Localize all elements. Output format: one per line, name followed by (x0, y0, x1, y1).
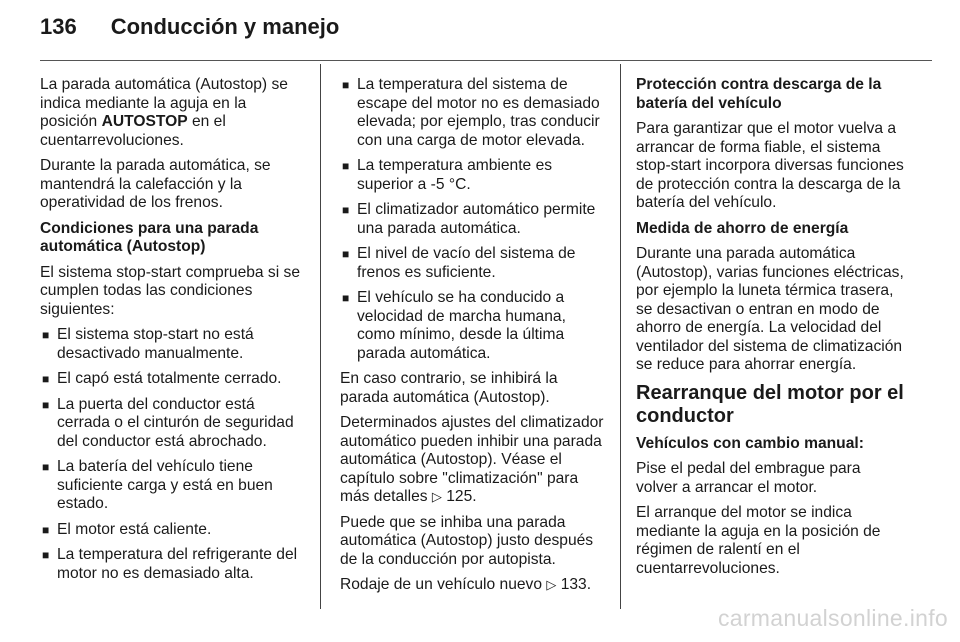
autostop-label: AUTOSTOP (101, 113, 188, 130)
watermark: carmanualsonline.info (717, 605, 948, 631)
autostop-indication-paragraph: La parada automática (Autostop) se indica mediante la aguja en la posición AUTOSTOP en el cuentarrevoluciones. (40, 76, 288, 149)
column-3 (636, 76, 904, 585)
list-item: ■ El motor está caliente. (42, 520, 212, 538)
bullet-icon: ■ (42, 522, 50, 537)
restart-heading: Rearranque del motor por el conductor (636, 381, 904, 427)
conditions-heading: Condiciones para una parada automática (Autostop) (40, 219, 259, 255)
bullet-icon: ■ (342, 291, 350, 305)
break-in-paragraph: Rodaje de un vehículo nuevo ▷ 133. (340, 576, 592, 593)
conditions-list-continued (340, 76, 604, 363)
bullet-icon: ■ (42, 328, 50, 342)
header-rule (40, 60, 932, 61)
conditions-intro: El sistema stop-start comprueba si se cumplen todas las condiciones siguientes: (40, 263, 300, 318)
list-item: ■ El climatizador automático permite una parada automática. (342, 201, 596, 237)
clutch-paragraph: Pise el pedal del embrague para volver a arrancar el motor. (636, 460, 861, 496)
bullet-icon: ■ (42, 397, 50, 412)
highway-paragraph: Puede que se inhiba una parada automática (Autostop) justo después de la conducción por autopista. (340, 513, 594, 568)
heating-paragraph: Durante la parada automática, se mantendrá la calefacción y la operatividad de los frenos. (40, 157, 271, 211)
chapter-title: Conducción y manejo (110, 14, 340, 39)
manual-transmission-heading: Vehículos con cambio manual: (636, 434, 864, 452)
bullet-icon: ■ (42, 460, 50, 474)
page-reference-link[interactable]: 133. (560, 576, 592, 593)
bullet-icon: ■ (342, 247, 350, 261)
column-2 (340, 76, 604, 602)
page-header (40, 14, 339, 54)
restart-indication-paragraph: El arranque del motor se indica mediante la aguja en la posición de régimen de ralentí en el cuentarrevoluciones. (636, 504, 881, 577)
bullet-icon: ■ (342, 203, 350, 217)
conditions-list (40, 326, 304, 583)
bullet-icon: ■ (42, 372, 50, 386)
energy-saving-paragraph: Durante una parada automática (Autostop), varias funciones eléctricas, por ejemplo la luneta térmica trasera, se desactivan o entran en modo de ahorro de energía. La velocidad del ventilador del sistema de climatización se reduce para ahorrar energía. (636, 245, 904, 373)
list-item: ■ La temperatura del sistema de escape del motor no es demasiado elevada; por ejemplo, tras conducir con una carga de motor elevada. (342, 76, 600, 149)
page-reference-icon: ▷ (431, 489, 442, 504)
list-item: ■ La batería del vehículo tiene suficiente carga y está en buen estado. (42, 458, 273, 512)
list-item: ■ La puerta del conductor está cerrada o el cinturón de seguridad del conductor está abrochado. (42, 395, 294, 450)
list-item: ■ La temperatura ambiente es superior a -5 °C. (342, 157, 553, 193)
page-reference-link[interactable]: 125. (446, 488, 477, 505)
list-item: ■ El vehículo se ha conducido a velocidad de marcha humana, como mínimo, desde la última parada automática. (342, 289, 566, 362)
energy-saving-heading: Medida de ahorro de energía (636, 219, 849, 237)
list-item: ■ El sistema stop-start no está desactivado manualmente. (42, 326, 254, 362)
page-number: 136 (40, 14, 77, 39)
list-item: ■ El nivel de vacío del sistema de frenos es suficiente. (342, 245, 576, 281)
page-reference-icon: ▷ (546, 577, 557, 592)
inhibit-paragraph: En caso contrario, se inhibirá la parada automática (Autostop). (340, 370, 558, 406)
column-1 (40, 76, 304, 590)
climate-paragraph: Determinados ajustes del climatizador automático pueden inhibir una parada automática (Autostop). Véase el capítulo sobre "climatización" para más detalles ▷ 125. (340, 414, 604, 505)
bullet-icon: ■ (342, 159, 350, 173)
bullet-icon: ■ (42, 548, 50, 562)
battery-protection-heading: Protección contra descarga de la batería del vehículo (636, 76, 882, 112)
column-divider (320, 64, 321, 609)
list-item: ■ El capó está totalmente cerrado. (42, 370, 282, 387)
battery-protection-paragraph: Para garantizar que el motor vuelva a arrancar de forma fiable, el sistema stop-start incorpora diversas funciones de protección contra la descarga de la batería del vehículo. (636, 120, 904, 211)
bullet-icon: ■ (342, 78, 350, 92)
list-item: ■ La temperatura del refrigerante del motor no es demasiado alta. (42, 546, 298, 582)
column-divider (620, 64, 621, 609)
